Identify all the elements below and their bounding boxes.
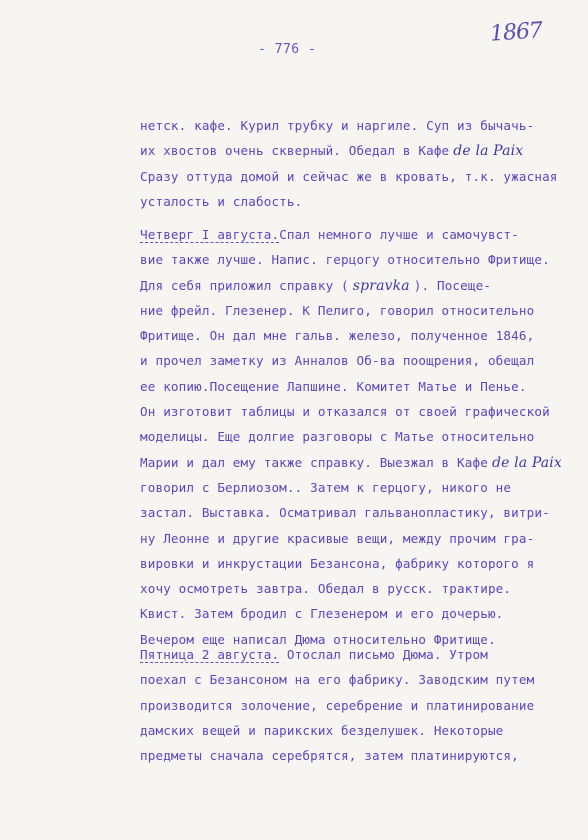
text-fragment: Отослал письмо Дюма. Утром [279, 647, 488, 662]
handwritten-insert: de la Paix [453, 143, 524, 160]
text-line: хочу осмотреть завтра. Обедал в русск. трактире. [140, 581, 512, 597]
text-line: Фритище. Он дал мне гальв. железо, полученное 1846, [140, 328, 535, 344]
text-line: вировки и инкрустации Безансона, фабрику которого я [140, 555, 535, 571]
text-fragment: Марии и дал ему также справку. Выезжал в Кафе [140, 454, 488, 470]
text-line: ее копию.Посещение Лапшине. Комитет Матье и Пенье. [140, 378, 527, 394]
text-line: говорил с Берлиозом.. Затем к герцогу, никого не [140, 479, 512, 495]
text-line: застал. Выставка. Осматривал гальванопластику, витри- [140, 505, 550, 521]
text-line [140, 642, 570, 667]
text-line: моделицы. Еще долгие разговоры с Матье относительно [140, 429, 535, 445]
handwritten-insert: spravka [352, 277, 410, 294]
text-line: и прочел заметку из Анналов Об-ва поощрения, обещал [140, 353, 535, 369]
text-line: Сразу оттуда домой и сейчас же в кровать, т.к. ужасная [140, 168, 558, 184]
text-fragment: их хвостов очень скверный. Обедал в Кафе [140, 143, 450, 159]
text-line: дамских вещей и парикских безделушек. Некоторые [140, 722, 504, 738]
text-line: поехал с Безансоном на его фабрику. Заводским путем [140, 672, 535, 688]
text-line: производится золочение, серебрение и платинирование [140, 697, 535, 713]
text-fragment: ). Посеще- [413, 277, 492, 293]
page-number: - 776 - [258, 42, 317, 57]
text-line [140, 222, 570, 247]
paragraph-3 [140, 642, 570, 768]
text-line: нетск. кафе. Курил трубку и наргиле. Суп из бычачь- [140, 118, 535, 133]
text-line [140, 273, 570, 298]
text-fragment: Спал немного лучше и самочувст- [279, 227, 519, 242]
paragraph-1 [140, 113, 570, 214]
text-line: предметы сначала серебрятся, затем платинируются, [140, 748, 519, 764]
year-annotation: 1867 [489, 18, 543, 47]
text-fragment: Для себя приложил справку ( [140, 277, 349, 293]
text-line: Он изготовит таблицы и отказался от своей графической [140, 404, 550, 420]
text-line: вие также лучше. Напис. герцогу относительно Фритище. [140, 252, 550, 268]
text-line [140, 450, 570, 475]
text-line: Вечером еще написал Дюма относительно Фритище. [140, 631, 496, 647]
text-line: ние фрейл. Глезенер. К Пелиго, говорил относительно [140, 302, 535, 318]
text-line: ну Леонне и другие красивые вещи, между прочим гра- [140, 530, 535, 546]
handwritten-insert: de la Paix [491, 454, 562, 471]
text-line: усталость и слабость. [140, 193, 303, 209]
date-heading: Пятница 2 августа. [140, 647, 280, 662]
paragraph-2 [140, 222, 570, 652]
text-line: Квист. Затем бродил с Глезенером и его дочерью. [140, 606, 504, 622]
date-heading: Четверг I августа. [140, 227, 280, 242]
text-line [140, 138, 570, 163]
